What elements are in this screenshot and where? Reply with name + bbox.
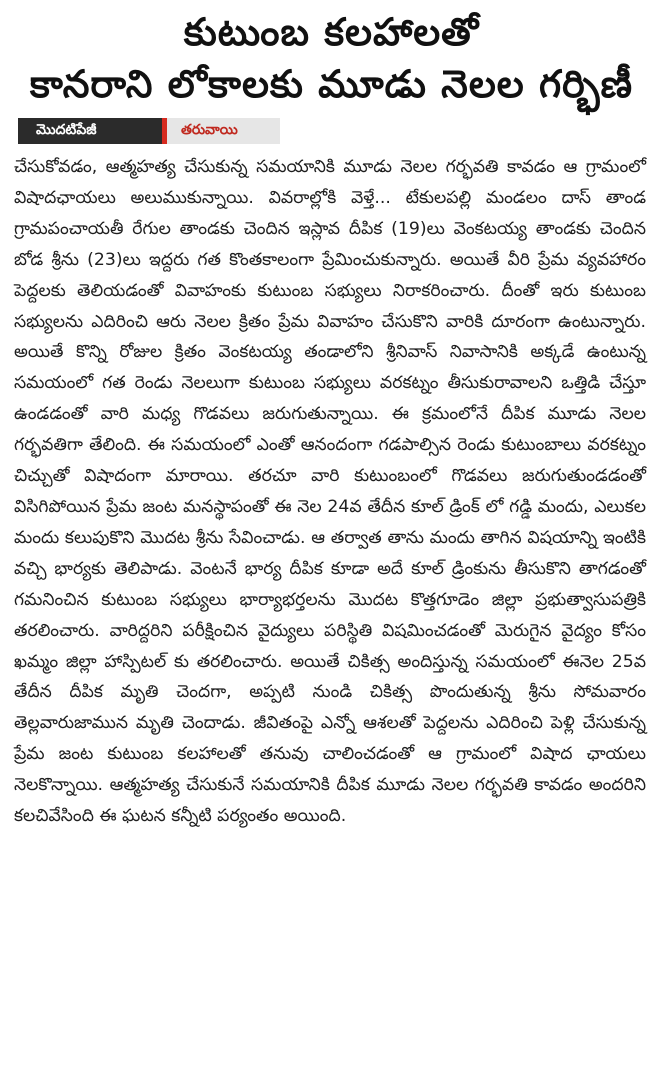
tab-continuation: తరువాయి: [167, 118, 280, 144]
headline-line-1: కుటుంబ కలహాలతో: [183, 10, 480, 54]
tab-first-page: మొదటిపేజీ: [18, 118, 162, 144]
headline: [0, 0, 663, 110]
page-tabs: [18, 118, 280, 144]
headline-line-2: కానరాని లోకాలకు మూడు నెలల గర్భిణీ: [29, 62, 634, 106]
article-body: చేసుకోవడం, ఆత్మహత్య చేసుకున్న సమయానికి మూడు నెలల గర్భవతి కావడం ఆ గ్రామంలో విషాదఛాయలు అలుముకున్నాయి. వివరాల్లోకి వెళ్తే... టేకులపల్లి మండలం దాస్ తాండ గ్రామపంచాయతీ రేగుల తాండకు చెందిన ఇస్లావ దీపిక (19)లు వెంకటయ్య తాండకు చెందిన బోడ శ్రీను (23)లు ఇద్దరు గత కొంతకాలంగా ప్రేమించుకున్నారు. అయితే వీరి ప్రేమ వ్యవహారం పెద్దలకు తెలియడంతో వివాహంకు కుటుంబ సభ్యులు నిరాకరించారు. దీంతో ఇరు కుటుంబ సభ్యులను ఎదిరించి ఆరు నెలల క్రితం ప్రేమ వివాహం చేసుకొని వారికి దూరంగా ఉంటున్నారు. అయితే కొన్ని రోజుల క్రితం వెంకటయ్య తండాలోని శ్రీనివాస్ నివాసానికి అక్కడే ఉంటున్న సమయంలో గత రెండు నెలలుగా కుటుంబ సభ్యులు వరకట్నం తీసుకురావాలని ఒత్తిడి చేస్తూ ఉండడంతో వారి మధ్య గొడవలు జరుగుతున్నాయి. ఈ క్రమంలోనే దీపిక మూడు నెలల గర్భవతిగా తేలింది. ఈ సమయంలో ఎంతో ఆనందంగా గడపాల్సిన రెండు కుటుంబాలు వరకట్నం చిచ్చుతో విషాదంగా మారాయి. తరచూ వారి కుటుంబంలో గొడవలు జరుగుతుండడంతో విసిగిపోయిన ప్రేమ జంట మనస్థాపంతో ఈ నెల 24వ తేదీన కూల్ డ్రింక్ లో గడ్డి మందు, ఎలుకల మందు కలుపుకొని మొదట శ్రీను సేవించాడు. ఆ తర్వాత తాను మందు తాగిన విషయాన్ని ఇంటికి వచ్చి భార్యకు తెలిపాడు. వెంటనే భార్య దీపిక కూడా అదే కూల్ డ్రింకును తీసుకొని తాగడంతో గమనించిన కుటుంబ సభ్యులు భార్యాభర్తలను మొదట కొత్తగూడెం జిల్లా ప్రభుత్వాసుపత్రికి తరలించారు. వారిద్దరిని పరీక్షించిన వైద్యులు పరిస్థితి విషమించడంతో మెరుగైన వైద్యం కోసం ఖమ్మం జిల్లా హాస్పిటల్ కు తరలించారు. అయితే చికిత్స అందిస్తున్న సమయంలో ఈనెల 25వ తేదీన దీపిక మృతి చెందగా, అప్పటి నుండి చికిత్స పొందుతున్న శ్రీను సోమవారం తెల్లవారుజామున మృతి చెందాడు. జీవితంపై ఎన్నో ఆశలతో పెద్దలను ఎదిరించి పెళ్లి చేసుకున్న ప్రేమ జంట కుటుంబ కలహాలతో తనువు చాలించడంతో ఆ గ్రామంలో విషాద ఛాయలు నెలకొన్నాయి. ఆత్మహత్య చేసుకునే సమయానికి దీపిక మూడు నెలల గర్భవతి కావడం అందరిని కలచివేసింది ఈ ఘటన కన్నీటి పర్యంతం అయింది.: [14, 157, 646, 827]
